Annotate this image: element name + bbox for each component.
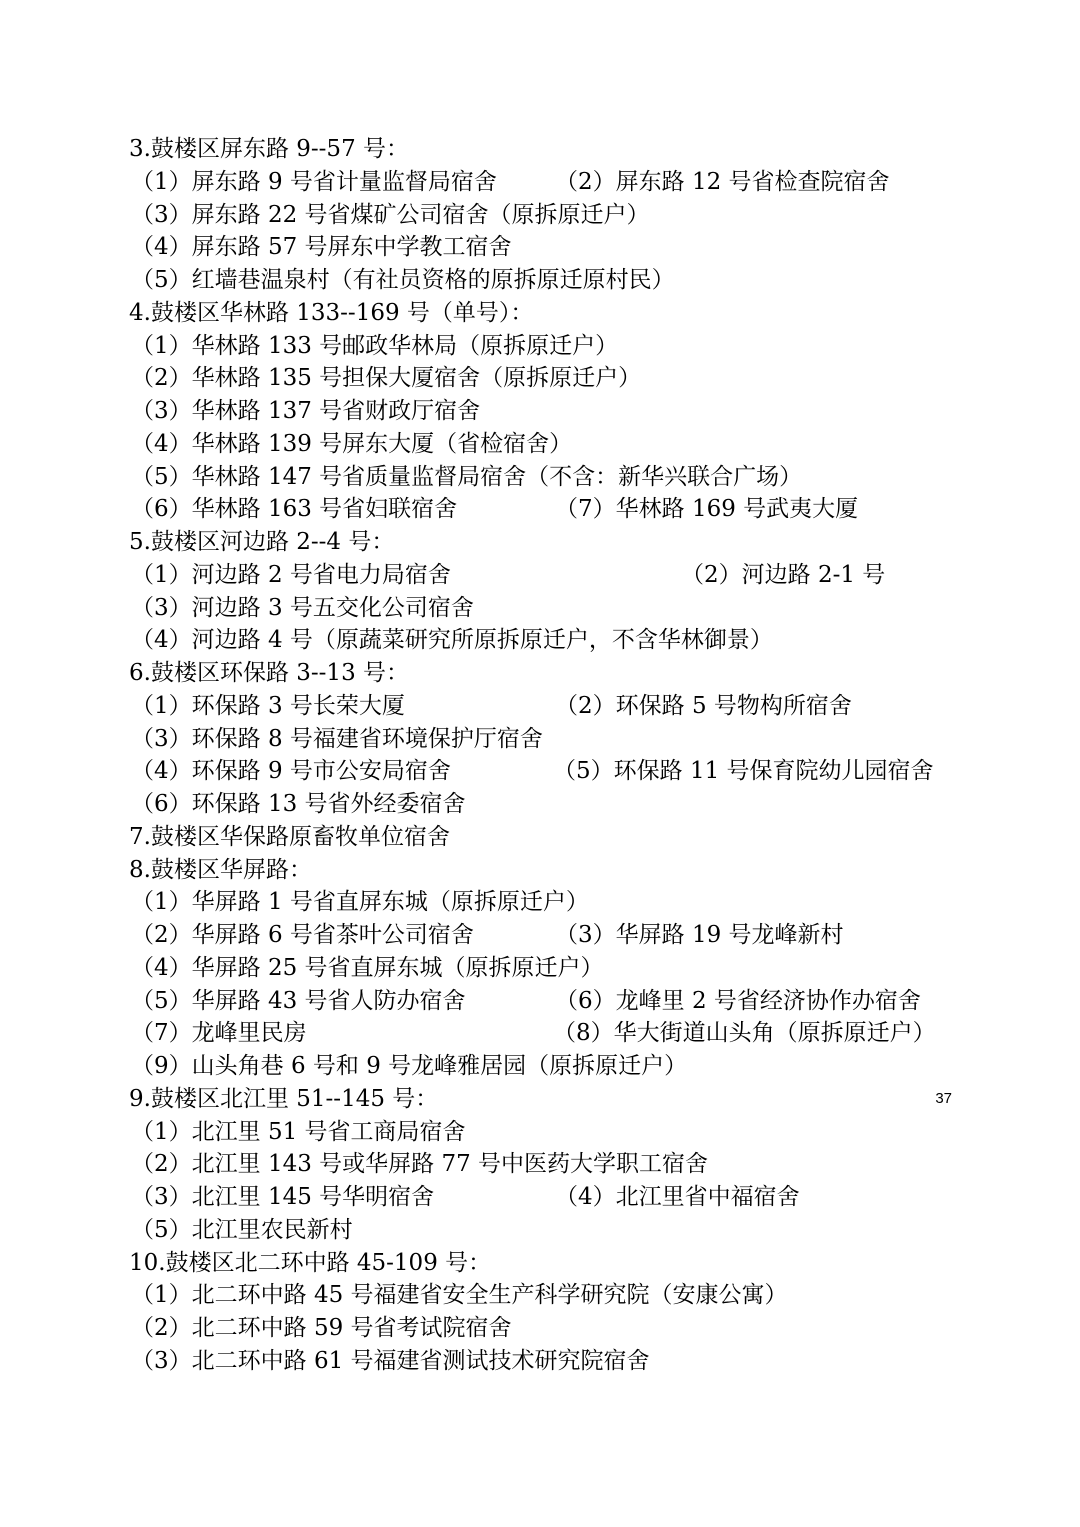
list-item: （3）屏东路 22 号省煤矿公司宿舍（原拆原迁户） — [131, 201, 650, 228]
list-item-right: （4）北江里省中福宿舍 — [555, 1184, 800, 1210]
list-item: （5）华林路 147 号省质量监督局宿舍（不含：新华兴联合广场） — [131, 463, 803, 490]
list-item: （3）环保路 8 号福建省环境保护厅宿舍 — [131, 725, 543, 752]
list-item-left: （5）华屏路 43 号省人防办宿舍 — [131, 987, 466, 1014]
list-item-right: （8）华大街道山头角（原拆原迁户） — [553, 1020, 936, 1047]
section-heading: 3.鼓楼区屏东路 9--57 号： — [129, 136, 410, 162]
list-item: （9）山头角巷 6 号和 9 号龙峰雅居园（原拆原迁户） — [131, 1053, 688, 1079]
section-heading: 7.鼓楼区华保路原畜牧单位宿舍 — [129, 823, 450, 850]
list-item-right: （2）环保路 5 号物构所宿舍 — [555, 692, 852, 719]
list-item-right: （6）龙峰里 2 号省经济协作办宿舍 — [555, 987, 921, 1014]
section-heading: 8.鼓楼区华屏路： — [129, 856, 312, 883]
list-item: （4）屏东路 57 号屏东中学教工宿舍 — [131, 234, 512, 261]
list-item: （1）华屏路 1 号省直屏东城（原拆原迁户） — [131, 889, 589, 916]
list-item-right: （5）环保路 11 号保育院幼儿园宿舍 — [553, 758, 934, 785]
list-item: （5）北江里农民新村 — [131, 1216, 353, 1243]
list-item: （3）河边路 3 号五交化公司宿舍 — [131, 594, 474, 621]
list-item-right: （2）河边路 2-1 号 — [681, 561, 886, 588]
list-item-left: （3）北江里 145 号华明宿舍 — [131, 1184, 435, 1210]
list-item-left: （2）华屏路 6 号省茶叶公司宿舍 — [131, 922, 474, 948]
list-item-right: （7）华林路 169 号武夷大厦 — [555, 496, 859, 523]
list-item: （2）北二环中路 59 号省考试院宿舍 — [131, 1315, 512, 1341]
list-item-right: （3）华屏路 19 号龙峰新村 — [555, 922, 844, 948]
list-item: （1）北江里 51 号省工商局宿舍 — [131, 1118, 466, 1145]
list-item-left: （4）环保路 9 号市公安局宿舍 — [131, 758, 451, 785]
section-heading: 6.鼓楼区环保路 3--13 号： — [129, 660, 410, 686]
list-item: （1）华林路 133 号邮政华林局（原拆原迁户） — [131, 332, 619, 359]
list-item-right: （2）屏东路 12 号省检查院宿舍 — [555, 168, 890, 195]
list-item-left: （1）河边路 2 号省电力局宿舍 — [131, 561, 451, 588]
list-item: （3）北二环中路 61 号福建省测试技术研究院宿舍 — [131, 1347, 650, 1374]
list-item: （4）河边路 4 号（原蔬菜研究所原拆原迁户，不含华林御景） — [131, 627, 773, 654]
list-item: （4）华屏路 25 号省直屏东城（原拆原迁户） — [131, 954, 604, 981]
section-heading: 4.鼓楼区华林路 133--169 号（单号）： — [129, 299, 534, 326]
list-item-left: （7）龙峰里民房 — [131, 1020, 307, 1047]
list-item: （2）北江里 143 号或华屏路 77 号中医药大学职工宿舍 — [131, 1151, 709, 1178]
list-item: （6）环保路 13 号省外经委宿舍 — [131, 791, 466, 817]
page-number: 37 — [935, 1090, 952, 1107]
section-heading: 5.鼓楼区河边路 2--4 号： — [129, 529, 395, 555]
list-item: （1）北二环中路 45 号福建省安全生产科学研究院（安康公寓） — [131, 1282, 788, 1309]
list-item: （2）华林路 135 号担保大厦宿舍（原拆原迁户） — [131, 365, 642, 392]
list-item: （5）红墙巷温泉村（有社员资格的原拆原迁原村民） — [131, 267, 675, 293]
list-item-left: （6）华林路 163 号省妇联宿舍 — [131, 496, 458, 523]
section-heading: 10.鼓楼区北二环中路 45-109 号： — [129, 1249, 492, 1276]
list-item: （4）华林路 139 号屏东大厦（省检宿舍） — [131, 430, 573, 457]
list-item-left: （1）屏东路 9 号省计量监督局宿舍 — [131, 168, 497, 195]
list-item: （3）华林路 137 号省财政厅宿舍 — [131, 398, 481, 424]
list-item-left: （1）环保路 3 号长荣大厦 — [131, 692, 405, 719]
section-heading: 9.鼓楼区北江里 51--145 号： — [129, 1085, 439, 1112]
